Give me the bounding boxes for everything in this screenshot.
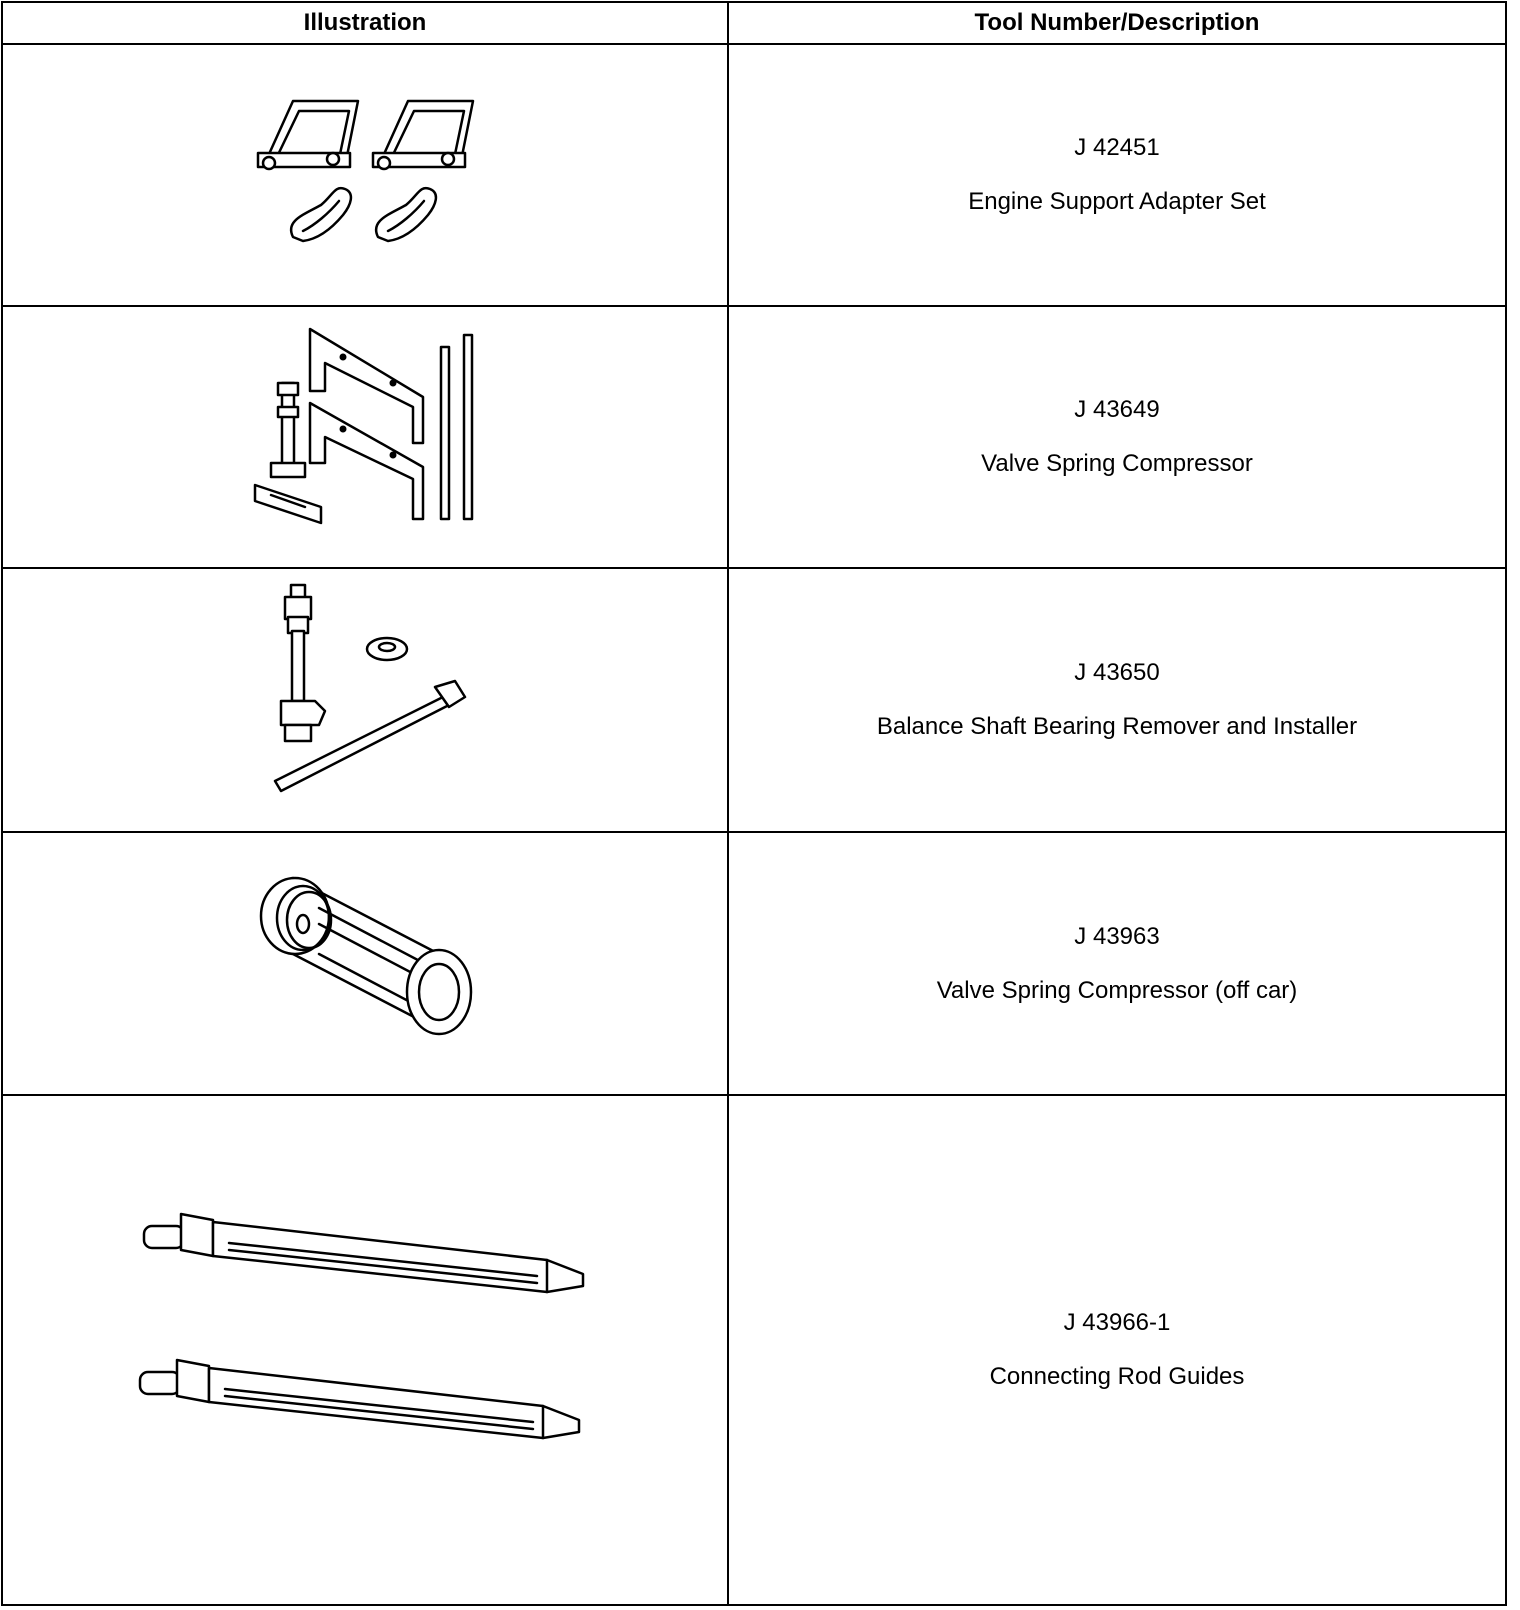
table-header-row [2,2,1506,44]
balance-shaft-bearing-tool-icon [3,569,729,831]
tool-number: J 43963 [1074,922,1160,950]
table-row [2,306,1506,568]
tool-cell [728,568,1506,832]
tool-description: Balance Shaft Bearing Remover and Installer [876,713,1358,741]
table-row [2,44,1506,306]
table-row [2,832,1506,1094]
valve-spring-compressor-off-car-icon [3,834,729,1094]
tool-number: J 43649 [1074,396,1160,424]
header-tool-number-description: Tool Number/Description [728,2,1506,44]
tool-description: Valve Spring Compressor (off car) [936,976,1298,1004]
connecting-rod-guides-icon [3,1100,729,1600]
valve-spring-compressor-icon [3,307,729,567]
tool-cell [728,44,1506,306]
connecting-rod-guide [140,1360,579,1438]
tool-cell [728,1095,1506,1605]
illustration-cell [2,44,728,306]
tool-description: Valve Spring Compressor [981,450,1253,478]
illustration-cell [2,568,728,832]
tool-number: J 43966-1 [1063,1308,1171,1336]
engine-support-adapter-set-icon [3,45,729,305]
tool-cell [728,306,1506,568]
header-illustration: Illustration [2,2,728,44]
special-tools-table [1,1,1507,1606]
illustration-cell [2,306,728,568]
illustration-cell [2,1095,728,1605]
illustration-cell [2,832,728,1094]
tool-number: J 43650 [1074,659,1160,687]
tool-cell [728,832,1506,1094]
connecting-rod-guide [144,1214,583,1292]
tool-number: J 42451 [1074,134,1160,162]
tool-description: Engine Support Adapter Set [968,188,1266,216]
tool-description: Connecting Rod Guides [989,1362,1245,1390]
table-row [2,1095,1506,1605]
table-row [2,568,1506,832]
